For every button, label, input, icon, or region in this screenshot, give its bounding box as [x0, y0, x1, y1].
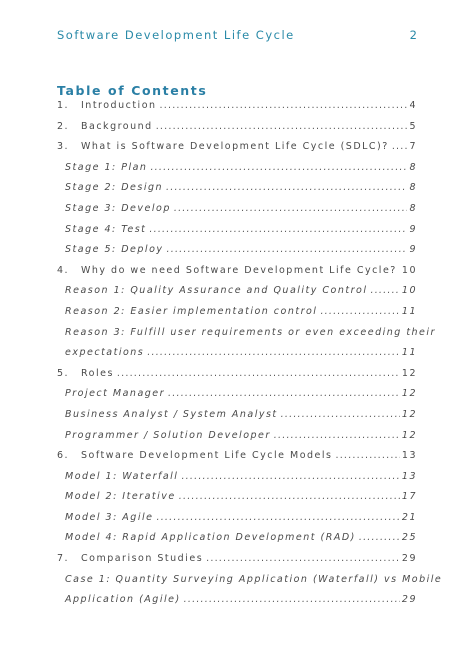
toc-entry-text-line1: Reason 3: Fulfill user requirements or even exceeding their	[65, 326, 436, 338]
toc-entry-text: Introduction	[81, 100, 157, 111]
toc-entry-page: 12	[401, 408, 417, 420]
toc-entry-page: 11	[401, 305, 417, 317]
toc-entry[interactable]	[57, 137, 417, 158]
toc-entry-page: 10	[401, 264, 417, 276]
toc-entry[interactable]	[57, 261, 417, 282]
toc-leader-dots	[150, 158, 407, 179]
toc-entry[interactable]	[57, 446, 417, 467]
toc-subentry[interactable]	[57, 281, 417, 302]
toc-entry-number: 3.	[57, 141, 70, 153]
toc-subentry[interactable]	[57, 487, 417, 508]
toc-leader-dots	[392, 137, 408, 158]
toc-leader-dots	[149, 220, 407, 241]
toc-entry-page: 25	[401, 532, 417, 544]
toc-subentry[interactable]	[57, 240, 417, 261]
toc-entry-text: Project Manager	[65, 388, 166, 400]
toc-entry-text: Model 2: Iterative	[65, 491, 176, 503]
toc-entry-text: Stage 3: Develop	[65, 202, 171, 214]
toc-entry-page: 9	[409, 223, 417, 235]
toc-entry-page: 11	[401, 347, 417, 359]
toc-leader-dots	[181, 467, 399, 488]
toc-entry-text: Roles	[81, 367, 114, 379]
toc-leader-dots	[156, 508, 399, 529]
toc-leader-dots	[335, 446, 399, 467]
toc-leader-dots	[167, 240, 408, 261]
toc-leader-dots	[156, 117, 408, 138]
toc-entry-page: 29	[401, 594, 417, 606]
toc-entry-text: Stage 2: Design	[65, 182, 164, 194]
toc-entry-page: 9	[409, 244, 417, 256]
toc-entry-page: 8	[409, 161, 417, 173]
page-header	[57, 28, 417, 42]
toc-entry-page: 4	[409, 100, 417, 111]
table-of-contents	[57, 96, 443, 611]
toc-entry-text: What is Software Development Life Cycle (SDLC)?	[81, 141, 389, 153]
toc-subentry[interactable]	[57, 158, 417, 179]
toc-entry-text: Model 4: Rapid Application Development (RAD)	[65, 532, 356, 544]
toc-entry-number: 6.	[57, 450, 70, 462]
toc-leader-dots	[179, 487, 400, 508]
toc-entry-page: 29	[401, 553, 417, 565]
toc-entry-page: 12	[401, 367, 417, 379]
toc-subentry[interactable]	[57, 405, 417, 426]
toc-leader-dots	[166, 178, 407, 199]
toc-entry-text: Programmer / Solution Developer	[65, 429, 271, 441]
toc-entry-page: 10	[401, 285, 417, 297]
toc-entry-text: Reason 1: Quality Assurance and Quality Control	[65, 285, 368, 297]
toc-entry-text: Why do we need Software Development Life Cycle?	[81, 264, 397, 276]
toc-entry-text: Stage 4: Test	[65, 223, 147, 235]
toc-entry-page: 8	[409, 202, 417, 214]
toc-entry-text: Background	[81, 120, 153, 132]
toc-subentry[interactable]	[57, 302, 417, 323]
toc-leader-dots	[274, 426, 400, 447]
toc-leader-dots	[184, 590, 400, 611]
toc-entry-text: Comparison Studies	[81, 553, 204, 565]
toc-entry-text: Stage 1: Plan	[65, 161, 148, 173]
toc-leader-dots	[281, 405, 400, 426]
toc-entry-page: 8	[409, 182, 417, 194]
toc-subentry[interactable]	[57, 220, 417, 241]
toc-leader-dots	[168, 384, 400, 405]
toc-entry[interactable]	[57, 96, 417, 117]
toc-title: Table of Contents	[57, 83, 208, 98]
toc-subentry[interactable]	[57, 199, 417, 220]
toc-entry-page: 21	[401, 511, 417, 523]
toc-subentry[interactable]	[57, 528, 417, 549]
toc-leader-dots	[320, 302, 399, 323]
toc-entry-number: 2.	[57, 120, 70, 132]
toc-subentry[interactable]	[57, 426, 417, 447]
toc-subentry[interactable]	[57, 178, 417, 199]
toc-subentry[interactable]	[57, 384, 417, 405]
toc-entry-page: 7	[409, 141, 417, 153]
toc-entry-number: 7.	[57, 553, 70, 565]
toc-entry-text: Model 1: Waterfall	[65, 470, 179, 482]
toc-entry-page: 12	[401, 429, 417, 441]
toc-leader-dots	[206, 549, 400, 570]
toc-subentry[interactable]	[57, 323, 436, 364]
toc-entry-number: 4.	[57, 264, 70, 276]
toc-leader-dots	[160, 96, 408, 117]
toc-leader-dots	[370, 281, 399, 302]
toc-entry-page: 12	[401, 388, 417, 400]
toc-entry-number: 1.	[57, 100, 70, 111]
toc-entry-page: 13	[401, 470, 417, 482]
toc-subentry[interactable]	[57, 467, 417, 488]
header-page-number: 2	[409, 28, 417, 42]
toc-entry-text: Reason 2: Easier implementation control	[65, 305, 318, 317]
header-title: Software Development Life Cycle	[57, 28, 295, 42]
toc-entry-text-line2: Application (Agile)	[65, 594, 181, 606]
toc-entry-text: Software Development Life Cycle Models	[81, 450, 333, 462]
toc-entry[interactable]	[57, 364, 417, 385]
toc-entry-page: 5	[409, 120, 417, 132]
toc-leader-dots	[117, 364, 400, 385]
toc-entry-text-line2: expectations	[65, 347, 145, 359]
toc-leader-dots	[359, 528, 400, 549]
toc-entry[interactable]	[57, 117, 417, 138]
toc-subentry[interactable]	[57, 508, 417, 529]
toc-entry-text: Business Analyst / System Analyst	[65, 408, 278, 420]
toc-entry-text-line1: Case 1: Quantity Surveying Application (Waterfall) vs Mobile	[65, 573, 443, 585]
toc-leader-dots	[147, 343, 400, 364]
toc-entry-page: 13	[401, 450, 417, 462]
toc-entry[interactable]	[57, 549, 417, 570]
toc-entry-number: 5.	[57, 367, 70, 379]
toc-entry-page: 17	[401, 491, 417, 503]
toc-entry-text: Model 3: Agile	[65, 511, 154, 523]
toc-leader-dots	[174, 199, 408, 220]
toc-subentry[interactable]	[57, 570, 443, 611]
toc-entry-text: Stage 5: Deploy	[65, 244, 164, 256]
